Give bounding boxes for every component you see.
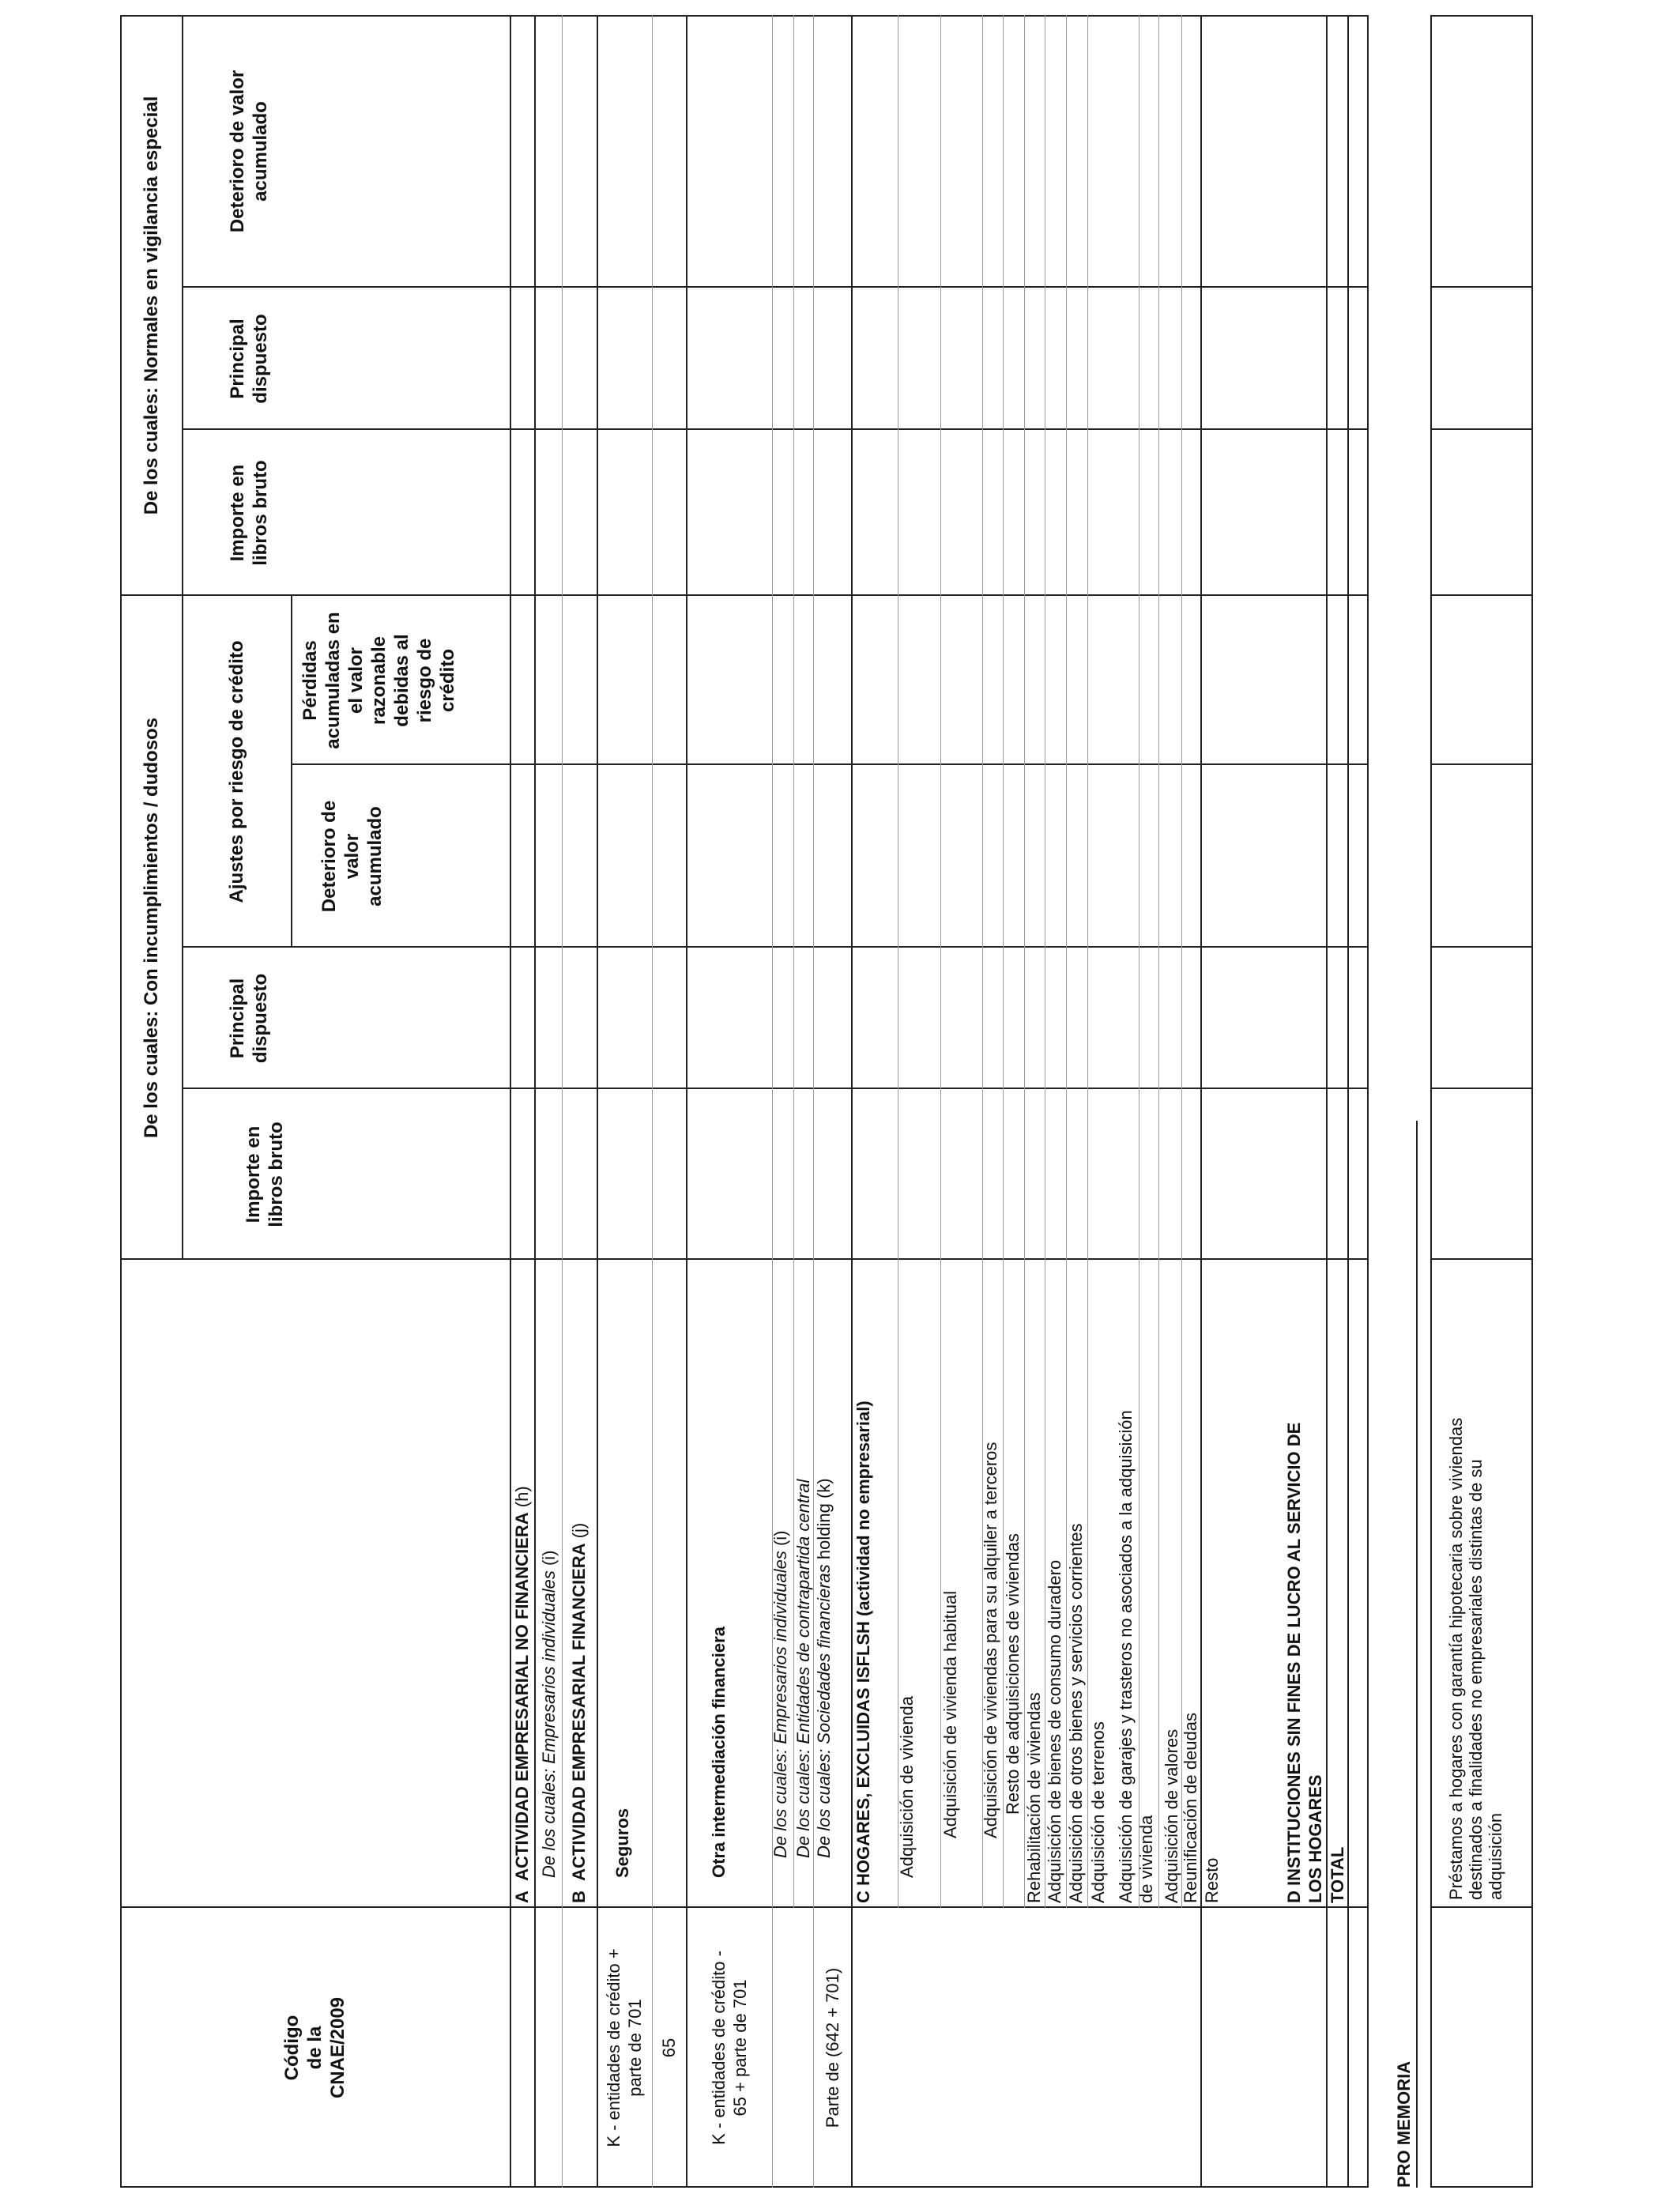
row-garajes: Adquisición de garajes y trasteros no asociados a la adquisición de vivienda [1116,1410,1156,1903]
ajustes-header: Ajustes por riesgo de crédito [225,640,247,903]
code-parte: Parte de (642 + 701) [822,1967,842,2128]
importe2-header: Importe en libros bruto [227,460,271,566]
deterioro2-header: Deterioro de valor acumulado [227,70,271,233]
code-k-minus: K - entidades de crédito - 65 + parte de 701 [708,1951,750,2145]
row-rehabilitacion: Rehabilitación de viviendas [1024,1692,1044,1903]
row-total: TOTAL [1328,1846,1347,1903]
row-otros-bienes: Adquisición de otros bienes y servicios corrientes [1066,1523,1086,1903]
row-reunificacion: Reunificación de deudas [1181,1713,1200,1903]
row-line [813,15,814,2188]
row-line [562,15,563,2188]
pro-memoria-title: PRO MEMORIA [1394,2060,1414,2188]
header-bottom-line [510,15,511,2188]
row-line [652,15,653,2188]
col-sep-1 [182,1088,1369,1089]
row-line [772,15,773,2188]
row-line [686,15,687,2188]
row-hogares: C HOGARES, EXCLUIDAS ISFLSH (actividad no empresarial) [853,1400,873,1903]
row-vivienda-habitual: Adquisición de vivienda habitual [940,1590,960,1838]
row-terrenos: Adquisición de terrenos [1088,1721,1108,1903]
col-sep-6 [182,286,1369,288]
row-empresarios-individuales-b: De los cuales: Empresarios individuales (i) [770,1530,790,1858]
deterioro-header: Deterioro de valor acumulado [318,800,386,913]
code-k-plus: K - entidades de crédito + parte de 701 [604,1948,645,2147]
row-contrapartida-central: De los cuales: Entidades de contrapartida central [793,1479,813,1858]
row-line [597,15,598,2188]
col-sep-5 [182,428,1369,430]
row-actividad-no-financiera: A ACTIVIDAD EMPRESARIAL NO FINANCIERA (h) [512,1486,532,1903]
pro-memoria-text: Préstamos a hogares con garantía hipotecaria sobre viviendas destinados a finalidades no empresariales distintas de su adquisición [1446,1417,1505,1900]
row-resto: Resto [1202,1857,1222,1903]
ajustes-line [291,596,292,948]
principal2-header: Principal dispuesto [227,314,271,404]
row-line [534,15,536,2188]
pro-memoria-underline [1416,1121,1418,2188]
row-resto-adquisiciones: Resto de adquisiciones de viviendas [1003,1533,1023,1815]
code-65: 65 [659,2038,679,2058]
importe-header: Importe en libros bruto [243,1122,287,1227]
row-adquisicion-vivienda: Adquisición de vivienda [897,1696,917,1878]
row-line [1158,15,1159,1908]
row-line [1087,15,1088,1908]
row-otra-intermediacion: Otra intermediación financiera [709,1627,729,1878]
row-valores: Adquisición de valores [1162,1728,1181,1903]
row-actividad-financiera: B ACTIVIDAD EMPRESARIAL FINANCIERA (j) [569,1522,589,1903]
group-header-vigilancia: De los cuales: Normales en vigilancia especial [140,96,162,515]
code-column-header: Código de la CNAE/2009 [281,1996,348,2099]
row-line [851,15,853,2188]
row-sociedades-holding: De los cuales: Sociedades financieras holding (k) [814,1478,834,1858]
row-consumo-duradero: Adquisición de bienes de consumo duradero [1045,1559,1064,1903]
row-line [1181,15,1182,1908]
principal-header: Principal dispuesto [227,973,271,1064]
row-isflsh: D INSTITUCIONES SIN FINES DE LUCRO AL SERVICIO DE LOS HOGARES [1284,1422,1325,1903]
perdidas-header: Pérdidas acumuladas en el valor razonable debidas al riesgo de crédito [299,612,458,749]
group-header-dudosos: De los cuales: Con incumplimientos / dudosos [140,717,162,1139]
row-seguros: Seguros [612,1808,632,1878]
row-empresarios-individuales-a: De los cuales: Empresarios individuales (i) [539,1550,559,1878]
row-viviendas-alquiler: Adquisición de viviendas para su alquiler a terceros [981,1442,1000,1838]
row-line [1024,15,1025,1908]
